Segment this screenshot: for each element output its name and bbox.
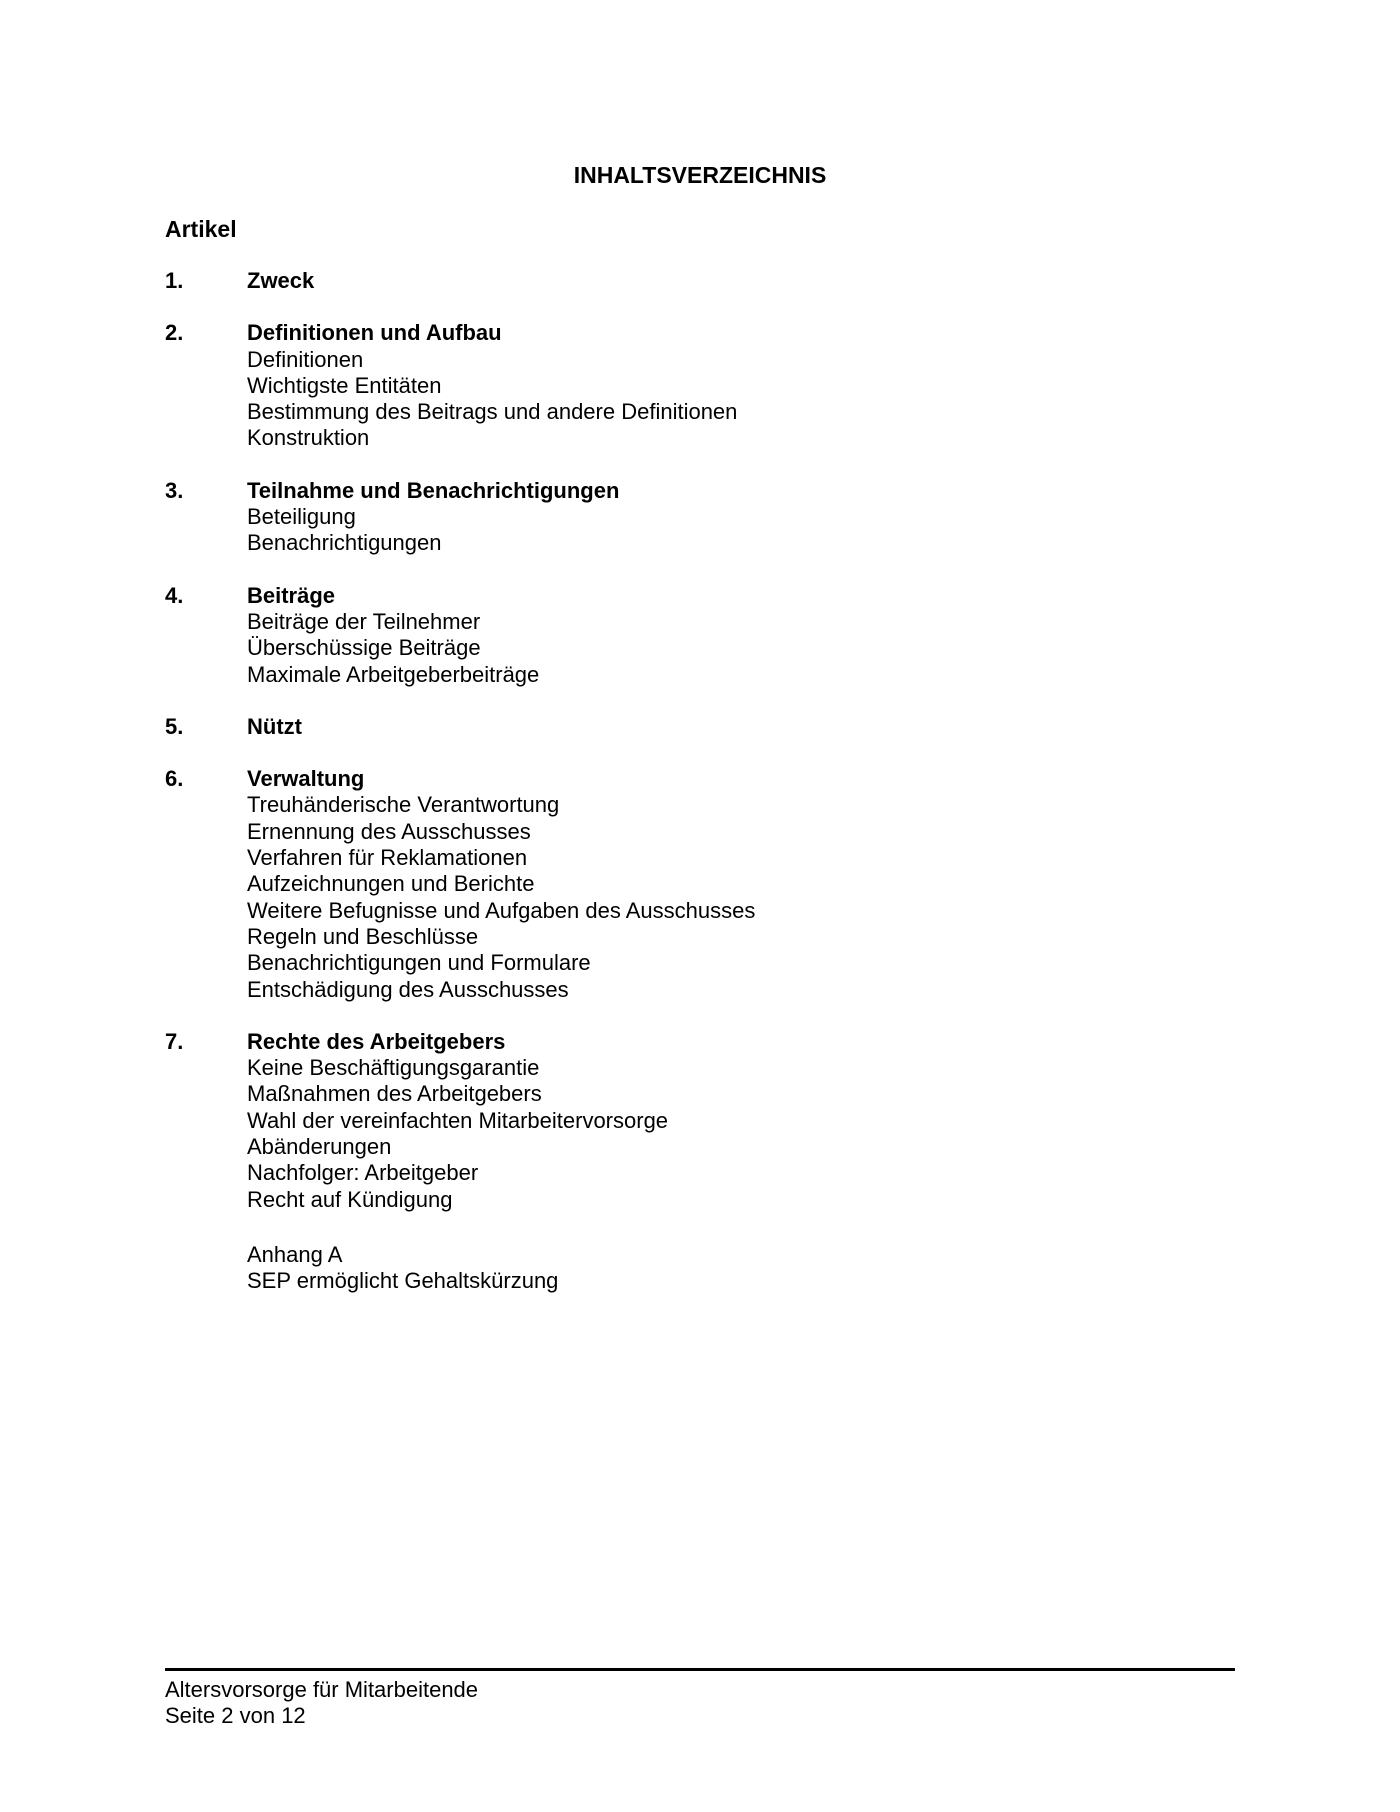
toc-article	[165, 268, 1265, 294]
toc-section-item: Verfahren für Reklamationen	[247, 845, 528, 871]
toc-article-title: Definitionen und Aufbau	[247, 320, 502, 346]
toc-section-item: Abänderungen	[247, 1134, 392, 1160]
toc-article	[165, 766, 1265, 1003]
toc-section-item: Aufzeichnungen und Berichte	[247, 871, 535, 897]
toc-article-number: 2.	[165, 320, 184, 346]
toc-article-title: Verwaltung	[247, 766, 365, 792]
toc-article-title: Zweck	[247, 268, 315, 293]
toc-section-item: Beteiligung	[247, 504, 356, 530]
toc-article-number: 7.	[165, 1028, 184, 1054]
footer-rule	[165, 1668, 1235, 1671]
toc-section-item: Entschädigung des Ausschusses	[247, 976, 569, 1002]
toc-section-item: Überschüssige Beiträge	[247, 635, 481, 661]
toc-article-number: 1.	[165, 268, 184, 293]
toc-article-body	[247, 766, 1265, 1003]
toc-article-body	[247, 1029, 1265, 1213]
toc-article-number: 6.	[165, 766, 184, 792]
toc-article-title: Rechte des Arbeitgebers	[247, 1028, 506, 1054]
appendix-title: SEP ermöglicht Gehaltskürzung	[247, 1268, 559, 1294]
toc-article-number: 3.	[165, 477, 184, 503]
toc-label: Artikel	[165, 216, 237, 242]
toc-article	[165, 1029, 1265, 1213]
page-title: INHALTSVERZEICHNIS	[573, 162, 827, 188]
toc-section-item: Bestimmung des Beitrags und andere Definitionen	[247, 399, 738, 425]
toc-article-title: Nützt	[247, 713, 302, 739]
toc-article-body	[247, 320, 1265, 451]
toc-article-number: 4.	[165, 582, 184, 608]
toc-section-item: Definitionen	[247, 346, 364, 372]
toc-section-item: Treuhänderische Verantwortung	[247, 792, 560, 818]
toc-section-item: Nachfolger: Arbeitgeber	[247, 1160, 479, 1186]
toc-article-number: 5.	[165, 713, 184, 739]
toc-section-item: Ernennung des Ausschusses	[247, 818, 531, 844]
toc-article-body	[247, 714, 1265, 740]
appendix-label: Anhang A	[247, 1242, 343, 1267]
toc-article-body	[247, 478, 1265, 557]
table-of-contents	[165, 268, 1265, 1239]
footer-document-name: Altersvorsorge für Mitarbeitende	[165, 1677, 479, 1702]
toc-section-item: Weitere Befugnisse und Aufgaben des Ausschusses	[247, 897, 756, 923]
toc-section-item: Benachrichtigungen und Formulare	[247, 950, 591, 976]
toc-section-item: Wichtigste Entitäten	[247, 372, 442, 398]
toc-article-title: Teilnahme und Benachrichtigungen	[247, 477, 620, 503]
toc-section-item: Benachrichtigungen	[247, 530, 442, 556]
toc-section-item: Beiträge der Teilnehmer	[247, 608, 481, 634]
toc-article	[165, 320, 1265, 451]
toc-article-body	[247, 583, 1265, 688]
toc-section-item: Regeln und Beschlüsse	[247, 923, 479, 949]
toc-section-item: Konstruktion	[247, 425, 370, 451]
footer-page-number: Seite 2 von 12	[165, 1703, 306, 1729]
toc-article	[165, 714, 1265, 740]
toc-section-item: Recht auf Kündigung	[247, 1186, 453, 1212]
appendix-entry	[247, 1242, 558, 1295]
toc-article-title: Beiträge	[247, 582, 336, 608]
page-footer	[165, 1677, 478, 1730]
toc-article	[165, 478, 1265, 557]
toc-section-item: Keine Beschäftigungsgarantie	[247, 1055, 540, 1081]
toc-section-item: Wahl der vereinfachten Mitarbeitervorsorge	[247, 1107, 669, 1133]
toc-section-item: Maximale Arbeitgeberbeiträge	[247, 661, 540, 687]
toc-section-item: Maßnahmen des Arbeitgebers	[247, 1081, 542, 1107]
toc-article	[165, 583, 1265, 688]
toc-article-body	[247, 268, 1265, 294]
